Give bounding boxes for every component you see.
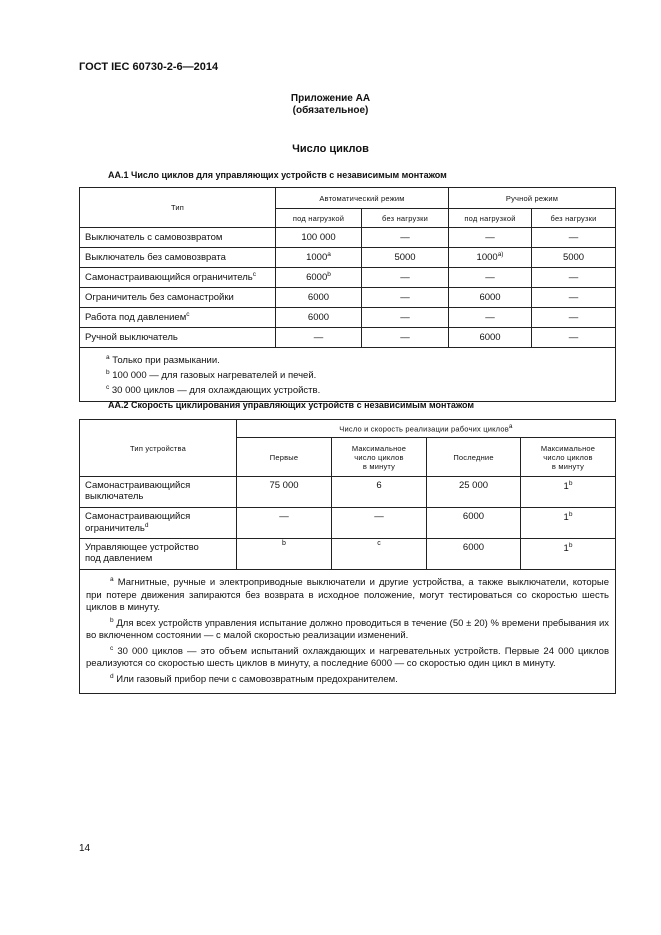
cycling-rate-table	[79, 419, 616, 694]
sub-header-load: под нагрузкой	[276, 209, 362, 228]
footnote: $^b$ Для всех устройств управления испытание должно проводиться в течение (50 ± 20) % времени пребывания их во включенном состоянии — с малой скоростью реализации изменений.	[86, 616, 610, 642]
device-name: Выключатель без самовозврата	[80, 248, 276, 268]
footnote: $^a$ Только при размыкании.	[106, 354, 220, 367]
auto-load-cell: 6000	[276, 288, 362, 308]
manual-load-cell: 6000	[449, 328, 532, 348]
manual-noload-cell: —	[532, 228, 616, 248]
first-cycles-cell: —	[237, 508, 332, 539]
sub-header-noload: без нагрузки	[362, 209, 449, 228]
last-cycles-cell: 25 000	[427, 477, 521, 508]
max-rate-cell: c	[332, 539, 427, 570]
auto-load-cell: 6000	[276, 308, 362, 328]
sub-header-first: Первые	[237, 438, 332, 477]
table-row	[80, 328, 616, 348]
footnote: $^a$ Магнитные, ручные и электроприводные выключатели и другие устройства, а также выключатели, которые при потере движения запираются без возврата в исходное положение, могут тестироваться со скоростью шесть циклов в минуту.	[86, 576, 610, 614]
device-name: Работа под давлением$^c$	[80, 308, 276, 328]
annex-status: (обязательное)	[292, 105, 369, 116]
manual-noload-cell: —	[532, 268, 616, 288]
device-name: Самонастраивающийся ограничитель$^d$	[80, 508, 237, 539]
max-rate-cell: 1$^b$	[521, 539, 616, 570]
manual-noload-cell: —	[532, 288, 616, 308]
cycles-table	[79, 187, 616, 402]
footnote: $^c$ 30 000 циклов — для охлаждающих устройств.	[106, 384, 321, 397]
sub-header-noload: без нагрузки	[532, 209, 616, 228]
manual-load-cell: 1000$^{a)}$	[449, 248, 532, 268]
manual-load-cell: 6000	[449, 288, 532, 308]
auto-noload-cell: —	[362, 328, 449, 348]
col-device-type-header: Тип устройства	[80, 420, 237, 477]
footnote: $^c$ 30 000 циклов — это объем испытаний охлаждающих и нагревательных устройств. Первые 24 000 циклов реализуются со скоростью шесть циклов в минуту, а последние 6000 — со скоростью один цикл в минуту.	[86, 644, 610, 670]
auto-load-cell: 1000$^a$	[276, 248, 362, 268]
manual-noload-cell: 5000	[532, 248, 616, 268]
sub-header-last: Последние	[427, 438, 521, 477]
table-row	[80, 228, 616, 248]
col-type-header: Тип	[80, 188, 276, 228]
footnote: $^d$ Или газовый прибор печи с самовозвратным предохранителем.	[110, 672, 398, 686]
device-name: Управляющее устройство под давлением	[80, 539, 237, 570]
device-name: Выключатель с самовозвратом	[80, 228, 276, 248]
table-row	[80, 268, 616, 288]
table1-heading: АА.1 Число циклов для управляющих устройств с независимым монтажом	[108, 170, 447, 180]
table-row	[80, 288, 616, 308]
footnote: $^b$ 100 000 — для газовых нагревателей и печей.	[106, 369, 317, 382]
auto-noload-cell: —	[362, 228, 449, 248]
table1-footnotes	[80, 348, 616, 402]
last-cycles-cell: 6000	[427, 508, 521, 539]
manual-load-cell: —	[449, 308, 532, 328]
table-row	[80, 508, 616, 539]
annex-title: Приложение АА	[290, 93, 371, 104]
auto-noload-cell: —	[362, 308, 449, 328]
table-row	[80, 308, 616, 328]
device-name: Ручной выключатель	[80, 328, 276, 348]
auto-noload-cell: —	[362, 288, 449, 308]
group-cycles-header: Число и скорость реализации рабочих циклов$^a$	[237, 420, 616, 438]
max-rate-cell: 1$^b$	[521, 508, 616, 539]
sub-header-max-rate: Максимальное число циклов в минуту	[521, 438, 616, 477]
last-cycles-cell: 6000	[427, 539, 521, 570]
device-name: Самонастраивающийся ограничитель$^c$	[80, 268, 276, 288]
first-cycles-cell: 75 000	[237, 477, 332, 508]
manual-noload-cell: —	[532, 328, 616, 348]
sub-header-load: под нагрузкой	[449, 209, 532, 228]
auto-load-cell: 6000$^b$	[276, 268, 362, 288]
auto-noload-cell: 5000	[362, 248, 449, 268]
page-title: Число циклов	[292, 143, 369, 155]
max-rate-cell: —	[332, 508, 427, 539]
manual-noload-cell: —	[532, 308, 616, 328]
sub-header-max-rate: Максимальное число циклов в минуту	[332, 438, 427, 477]
group-auto-header: Автоматический режим	[276, 188, 449, 209]
device-name: Ограничитель без самонастройки	[80, 288, 276, 308]
manual-load-cell: —	[449, 268, 532, 288]
table-row	[80, 248, 616, 268]
document-header: ГОСТ IEC 60730-2-6—2014	[79, 61, 219, 73]
group-manual-header: Ручной режим	[449, 188, 616, 209]
table2-footnotes	[80, 570, 616, 694]
table-row	[80, 477, 616, 508]
manual-load-cell: —	[449, 228, 532, 248]
first-cycles-cell: b	[237, 539, 332, 570]
page-number: 14	[79, 843, 91, 854]
device-name: Самонастраивающийся выключатель	[80, 477, 237, 508]
auto-load-cell: —	[276, 328, 362, 348]
table-row	[80, 539, 616, 570]
auto-load-cell: 100 000	[276, 228, 362, 248]
auto-noload-cell: —	[362, 268, 449, 288]
table2-heading: АА.2 Скорость циклирования управляющих устройств с независимым монтажом	[108, 400, 475, 410]
max-rate-cell: 1$^b$	[521, 477, 616, 508]
max-rate-cell: 6	[332, 477, 427, 508]
